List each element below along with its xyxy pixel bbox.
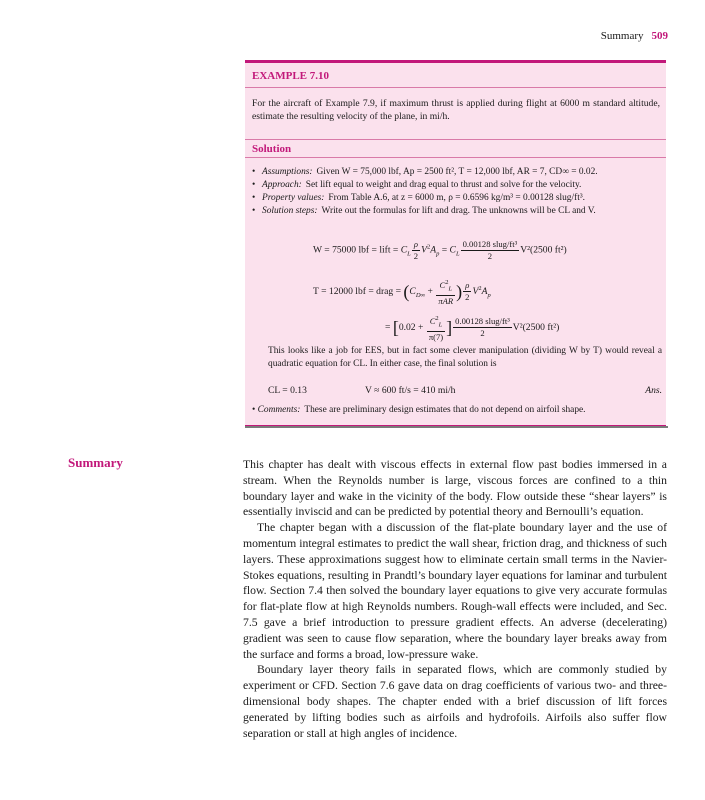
list-item: • Solution steps: Write out the formulas for lift and drag. The unknowns will be CL and V. [252, 206, 596, 216]
divider-rule [245, 426, 668, 428]
summary-paragraph: This chapter has dealt with viscous effects in external flow past bodies immersed in a stream. When the Reynolds number is large, viscous forces are confined to a thin boundary layer and wake in the vicinity of the body. Flow outside these “shear layers” is essentially inviscid and can be predicted by potential theory and Bernoulli’s equation. [243, 458, 667, 519]
example-comments: • Comments: These are preliminary design estimates that do not depend on airfoil shape. [252, 405, 586, 415]
list-item: • Property values: From Table A.6, at z = 6000 m, ρ = 0.6596 kg/m³ = 0.00128 slug/ft³. [252, 193, 585, 203]
equation-drag: T = 12000 lbf = drag = ($C_{D\infty}$ + $\frac{C^2_L}{\text{πAR}}$ ) $\frac{\rho}{2}$ $V^2A_p$ [313, 279, 491, 306]
summary-heading: Summary [68, 455, 123, 470]
equation-lift: W = 75000 lbf = lift = $C_L$ $\frac{\rho}{2}$ $V^2A_p = C_L$ $\frac{\text{0.00128 slug/ft³}}{2}$ V²(2500 ft²) [313, 239, 567, 261]
answer-velocity: V ≈ 600 ft/s = 410 mi/h [365, 385, 456, 396]
running-head-section: Summary [600, 30, 644, 42]
example-problem: For the aircraft of Example 7.9, if maximum thrust is applied during flight at 6000 m standard altitude, estimate the resulting velocity of the plane, in mi/h. [252, 98, 660, 122]
solution-steps [252, 166, 662, 218]
list-item: • Assumptions: Given W = 75,000 lbf, Ap = 2500 ft², T = 12,000 lbf, AR = 7, CD∞ = 0.02. [252, 167, 598, 177]
example-box [245, 60, 666, 427]
running-head [0, 30, 668, 42]
summary-body [243, 457, 667, 741]
solution-rule-top [245, 139, 666, 140]
solution-rule-bottom [245, 157, 666, 158]
answer-label: Ans. [645, 385, 662, 396]
list-item: • Approach: Set lift equal to weight and drag equal to thrust and solve for the velocity. [252, 180, 582, 190]
example-title: EXAMPLE 7.10 [252, 70, 329, 82]
summary-paragraph: The chapter began with a discussion of the flat-plate boundary layer and the use of momentum integral estimates to predict the wall shear, friction drag, and thickness of such layers. These approximations suggest how to eliminate certain small terms in the Navier-Stokes equations, resulting in Prandtl’s boundary layer equations for laminar and turbulent flow. Section 7.4 then solved the boundary layer equations to give very accurate formulas for flat-plate flow at high Reynolds numbers. Rough-wall effects were included, and Sec. 7.5 gave a brief introduction to pressure gradient effects. An adverse (decelerating) gradient was seen to cause flow separation, where the boundary layer breaks away from the surface and forms a broad, low-pressure wake. [243, 521, 667, 661]
example-note: This looks like a job for EES, but in fact some clever manipulation (dividing W by T) would reveal a quadratic equation for CL. In either case, the final solution is [268, 346, 662, 369]
equation-drag-substituted: = [0.02 + $\frac{C^2_L}{\pi(7)}$ ] $\frac{\text{0.00128 slug/ft³}}{2}$ V²(2500 ft²) [385, 315, 560, 342]
summary-paragraph: Boundary layer theory fails in separated flows, which are commonly studied by experiment or CFD. Section 7.6 gave data on drag coefficients of various two- and three-dimensional body shapes. The chapter ended with a brief discussion of lift forces generated by lifting bodies such as airfoils and hydrofoils. Airfoils also suffer flow separation or stall at high angles of incidence. [243, 663, 667, 740]
page-number: 509 [651, 30, 668, 42]
solution-heading: Solution [252, 143, 292, 155]
answer-cl: CL = 0.13 [268, 385, 307, 396]
answer-line [268, 385, 662, 396]
